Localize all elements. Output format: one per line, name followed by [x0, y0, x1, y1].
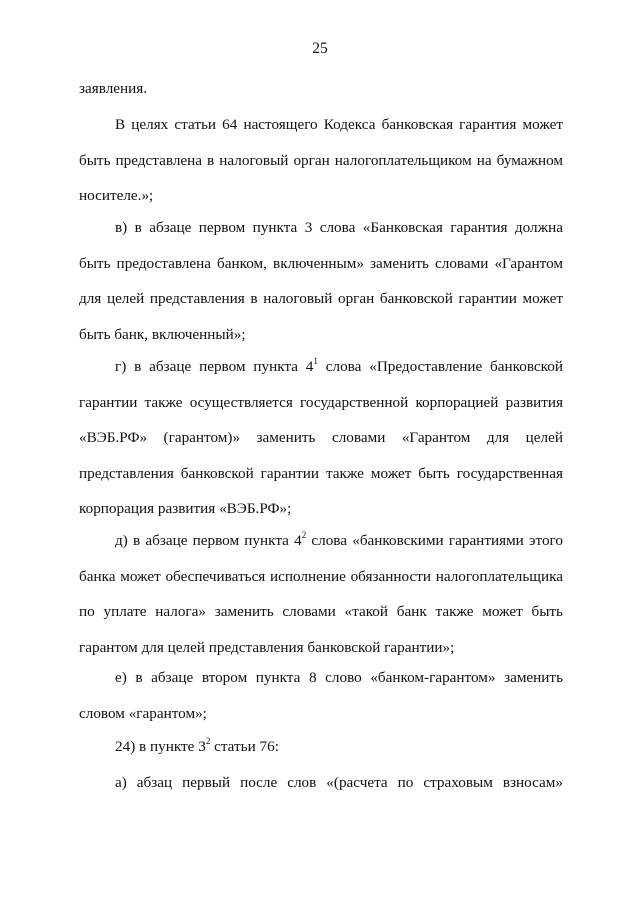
paragraph-item-e: е) в абзаце втором пункта 8 слово «банком-гарантом» заменить словом «гарантом»;: [79, 669, 563, 722]
paragraph-item-d-start: д) в абзаце первом пункта 4: [115, 532, 302, 549]
paragraph-bank-guarantee-paper: В целях статьи 64 настоящего Кодекса банковская гарантия может быть представлена в налоговый орган налогоплательщиком на бумажном носителе.»;: [79, 116, 563, 204]
paragraph-item-24: [79, 729, 563, 765]
paragraph-item-d-rest: слова «банковскими гарантиями этого банка может обеспечиваться исполнение обязанности налогоплательщика по уплате налога» заменить словами «такой банк также может быть гарантом для целей представления банковской гарантии»;: [79, 532, 563, 656]
paragraph-item-d: [79, 523, 563, 665]
paragraph-item-g-start: г) в абзаце первом пункта 4: [115, 358, 314, 375]
paragraph-item-g-rest: слова «Предоставление банковской гарантии также осуществляется государственной корпорацией развития «ВЭБ.РФ» (гарантом)» заменить словами «Гарантом для целей представления банковской гарантии также может быть государственная корпорация развития «ВЭБ.РФ»;: [79, 358, 564, 517]
paragraph-item-24-rest: статьи 76:: [210, 738, 279, 755]
paragraph-continuation: заявления.: [79, 80, 148, 97]
page-number: 25: [312, 40, 328, 57]
superscript-2: 2: [301, 529, 307, 540]
paragraph-item-v: в) в абзаце первом пункта 3 слова «Банковская гарантия должна быть предоставлена банком, включенным» заменить словами «Гарантом для целей представления в налоговый орган банковской гарантии может быть банк, включенный»;: [79, 219, 563, 343]
paragraph-item-24-start: 24) в пункте 3: [115, 738, 206, 755]
paragraph-item-a: а) абзац первый после слов «(расчета по страховым взносам»: [115, 774, 563, 791]
superscript-1: 1: [313, 355, 318, 366]
paragraph-item-g: [79, 349, 563, 527]
superscript-2b: 2: [205, 735, 211, 746]
